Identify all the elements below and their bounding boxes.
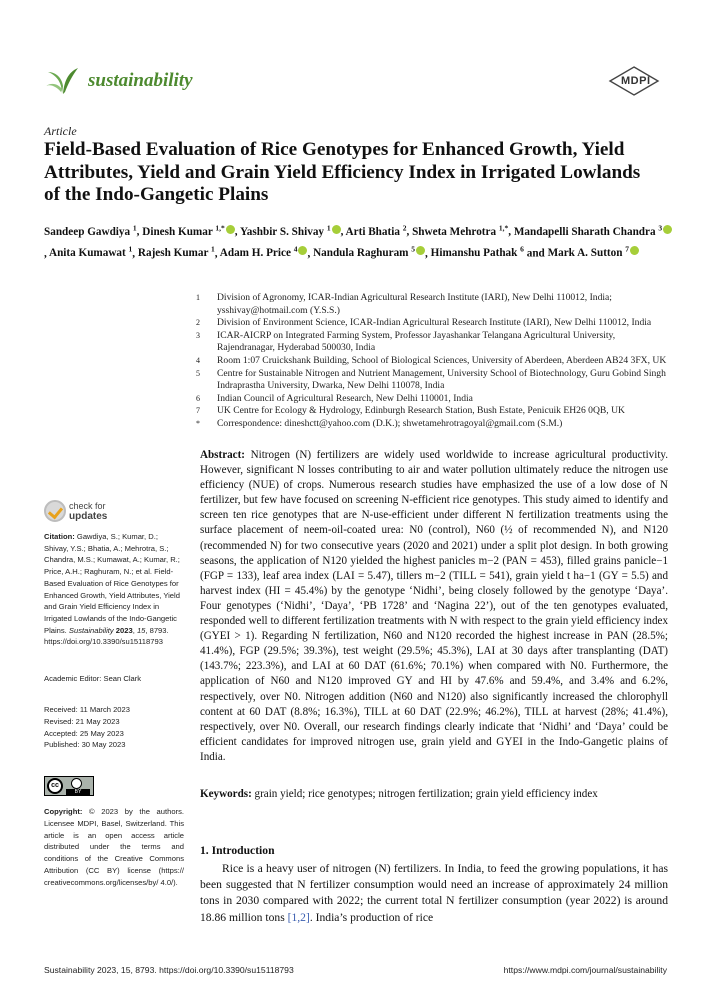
affiliation-item	[196, 330, 671, 355]
footer-journal-link[interactable]: https://www.mdpi.com/journal/sustainability	[503, 965, 667, 975]
author-name[interactable]: Arti Bhatia $^2$	[345, 223, 407, 238]
author-affiliation-sup: 4	[293, 244, 298, 254]
affiliation-item	[196, 393, 671, 406]
academic-editor: Academic Editor: Sean Clark	[44, 674, 142, 683]
author-affiliation-sup: 6	[520, 244, 524, 254]
affiliation-text: Indian Council of Agricultural Research, New Delhi 110001, India	[217, 392, 473, 404]
author-affiliation-sup: 1	[128, 244, 133, 254]
introduction-paragraph	[200, 861, 668, 926]
affiliation-text: UK Centre for Ecology & Hydrology, Edinburgh Research Station, Bush Estate, Penicuik EH26 0QB, UK	[217, 405, 625, 417]
affiliation-item	[196, 317, 671, 330]
check-updates-line1: check for	[69, 501, 106, 511]
cc-icon: cc	[47, 778, 63, 794]
citation-block: Citation: Gawdiya, S.; Kumar, D.; Shivay, Y.S.; Bhatia, A.; Mehrotra, S.; Chandra, M.S.; Kumawat, A.; Kumar, R.; Price, A.H.; Raghuram, N.; et al. Field-Based Evaluation of Rice Genotypes for Enhanced Growth, Yield Attributes, Yield and Grain Yield Efficiency Index in Irrigated Lowlands of the Indo-Gangetic Plains. Sustainability 2023, 15, 8793. https://doi.org/10.3390/su15118793	[44, 532, 180, 647]
article-type: Article	[44, 124, 77, 138]
abstract-label: Abstract:	[200, 449, 245, 461]
date-received: Received: 11 March 2023	[44, 705, 130, 714]
footer-citation: Sustainability 2023, 15, 8793. https://doi.org/10.3390/su15118793	[44, 965, 294, 975]
author-affiliation-sup: 2	[402, 223, 407, 232]
check-updates-icon	[44, 500, 66, 522]
affiliation-number: *	[196, 418, 200, 428]
author-name[interactable]: Rajesh Kumar $^1$	[137, 244, 215, 260]
citation-journal: Sustainability	[68, 625, 114, 635]
check-updates-line2: updates	[69, 511, 108, 522]
author-name[interactable]: Dinesh Kumar $^{1,*}$	[142, 226, 235, 238]
date-published: Published: 30 May 2023	[44, 740, 126, 750]
orcid-icon[interactable]	[298, 246, 307, 255]
author-name[interactable]: Adam H. Price $^4$	[220, 247, 308, 259]
citation-label: Citation:	[44, 532, 75, 541]
affiliation-text: ICAR-AICRP on Integrated Farming System, Professor Jayashankar Telangana Agricultural University, Rajendranagar, Hyderabad 500030, India	[217, 329, 616, 354]
affiliation-text: Correspondence: dineshctt@yahoo.com (D.K.); shwetamehrotragoyal@gmail.com (S.M.)	[217, 417, 563, 429]
citation-pages: , 8793.	[145, 625, 169, 635]
cc-by-license-badge[interactable]	[44, 776, 94, 796]
affiliation-item	[196, 418, 671, 431]
author-affiliation-sup: 1	[132, 223, 137, 232]
affiliation-text: Division of Environment Science, ICAR-Indian Agricultural Research Institute (IARI), New Delhi 110012, India	[217, 317, 652, 329]
affiliation-number: 1	[196, 293, 200, 302]
author-name[interactable]: Sandeep Gawdiya $^1$	[44, 223, 137, 238]
author-affiliation-sup: 1	[326, 223, 331, 232]
author-name[interactable]: Anita Kumawat $^1$	[48, 244, 133, 260]
journal-logo-icon	[44, 62, 82, 96]
author-affiliation-sup: 1	[211, 244, 215, 254]
citation-text: Gawdiya, S.; Kumar, D.; Shivay, Y.S.; Bhatia, A.; Mehrotra, S.; Chandra, M.S.; Kumawat, A.; Kumar, R.; Price, A.H.; Raghuram, N.; et al. Field-Based Evaluation of Rice Genotypes for Enhanced Growth, Yield Attributes, Yield and Grain Yield Efficiency Index in Irrigated Lowlands of the Indo-Gangetic Plains.	[44, 532, 180, 635]
author-name[interactable]: Himanshu Pathak $^6$	[430, 244, 524, 260]
affiliation-number: 6	[196, 393, 200, 403]
keywords-text: grain yield; rice genotypes; nitrogen fertilization; grain yield efficiency index	[254, 788, 598, 800]
affiliation-text: Centre for Sustainable Nitrogen and Nutrient Management, University School of Biotechnology, Guru Gobind Singh Indraprastha University, Dwarka, New Delhi 110078, India	[217, 367, 666, 392]
section-heading-introduction: 1. Introduction	[200, 844, 275, 857]
abstract-text: Nitrogen (N) fertilizers are widely used worldwide to increase agricultural productivity. However, significant N losses contributing to air and water pollution ultimately reduce the nitrogen use efficiency (NUE) of crops. Numerous research studies have emphasized the use of a low dose of N fertilizer, but few have focused on screening N-efficient rice genotypes. This study aimed to identify and screen ten rice genotypes that are N-use-efficient under different N fertilization treatments using the surface placement of neem-oil-coated urea: N0 (control), N60 (½ of recommended N), and N120 (recommended N) for two consecutive years (2020 and 2021) under a split plot design. In both growing seasons, the application of N120 yielded the highest panicles m−2 (PAN = 453), filled grains panicle−1 (FGP = 133), leaf area index (LAI = 5.47), tillers m−2 (TILL = 541), grain yield t ha−1 (GY = 5.5) and harvest index (HI = 45.4%) by the genotype ‘Nidhi’, being closely followed by the genotype ‘Daya’. Four genotypes (‘Nidhi’, ‘Daya’, ‘PB 1728’ and ‘Nagina 22’), out of the ten genotypes evaluated, responded well to different fertilization treatments with N with respect to the grain yield efficiency index (GYEI > 1). Regarding N fertilization, N60 and N120 recorded the highest increase in PAN (28.5%; 41.4%), FGP (29.5%; 39.3%), test weight (29.5%; 45.3%), LAI at 30 days after transplanting (DAT) (143.7%; 223.3%), and LAI at 60 DAT (61.6%; 70.1%) when compared with N0. Furthermore, the application of N60 and N120 improved GY and HI by 47.6% and 59.4%, and 3.4% and 6.2%, respectively, over N0. Nitrogen addition (N60 and N120) also significantly increased the chlorophyll content at 60 DAT (8.8%; 16.3%), TILL at 60 DAT (22.9%; 46.2%), TILL at harvest (28%; 41.4%), respectively, over N0. Overall, our research findings clearly indicate that ‘Nidhi’ and ‘Daya’ could be efficient candidates for improved nitrogen use, grain yield and GYEI in the Indo-Gangetic plains of India.	[200, 449, 668, 763]
dates-list	[44, 704, 184, 751]
date-revised: Revised: 21 May 2023	[44, 716, 120, 726]
article-title: Field-Based Evaluation of Rice Genotypes for Enhanced Growth, Yield Attributes, Yield and Grain Yield Efficiency Index in Irrigated Lowlands of the Indo-Gangetic Plains	[44, 139, 641, 205]
intro-text-start: Rice is a heavy user of nitrogen (N) fertilizers. In India, to feed the growing populations, it has been suggested that N fertilizer consumption would need an increase of approximately 24 million tons in 2030 compared with 2022; the current total N fertilizer consumption (year 2022) is around 18.86 million tons	[200, 862, 668, 924]
abstract	[200, 448, 668, 765]
affiliation-text: Room 1:07 Cruickshank Building, School of Biological Sciences, University of Aberdeen, Aberdeen AB24 3FX, UK	[217, 354, 667, 366]
orcid-icon[interactable]	[416, 246, 425, 255]
author-name[interactable]: Mandapelli Sharath Chandra $^3$	[514, 226, 672, 238]
keywords	[200, 787, 668, 801]
author-affiliation-sup: 3	[658, 223, 663, 232]
affiliation-item	[196, 368, 671, 393]
publisher-logo-text: MDPI	[621, 75, 651, 87]
orcid-icon[interactable]	[226, 225, 235, 234]
affiliation-item	[196, 405, 671, 418]
affiliation-number: 5	[196, 368, 200, 378]
author-affiliation-sup: 5	[411, 244, 416, 254]
citation-year: 2023	[115, 625, 133, 635]
author-name[interactable]: Shweta Mehrotra $^{1,*}$	[412, 223, 509, 238]
affiliation-number: 2	[196, 318, 200, 328]
reference-link[interactable]: [1,2]	[287, 910, 310, 924]
author-affiliation-sup: 1,*	[498, 223, 509, 232]
check-for-updates-button[interactable]	[44, 500, 144, 534]
author-name[interactable]: Yashbir S. Shivay $^1$	[240, 226, 341, 238]
affiliation-text: Division of Agronomy, ICAR-Indian Agricultural Research Institute (IARI), New Delhi 110012, India; ysshivay@hotmail.com (Y.S.S.)	[217, 292, 612, 316]
copyright-label: Copyright:	[44, 807, 83, 816]
citation-doi-link[interactable]: https://doi.org/10.3390/su15118793	[44, 637, 163, 647]
author-affiliation-sup: 1,*	[215, 223, 225, 232]
affiliation-number: 4	[196, 355, 200, 365]
journal-name[interactable]: sustainability	[88, 70, 193, 91]
orcid-icon[interactable]	[663, 225, 672, 234]
citation-volume: 15	[136, 625, 146, 635]
intro-text-end: . India’s production of rice	[309, 910, 434, 924]
affiliations	[196, 292, 671, 431]
by-label: BY	[66, 789, 90, 796]
date-accepted: Accepted: 25 May 2023	[44, 728, 124, 738]
author-name[interactable]: Nandula Raghuram $^5$	[313, 247, 425, 259]
affiliation-item	[196, 292, 671, 317]
author-affiliation-sup: 7	[625, 244, 630, 254]
affiliation-number: 7	[196, 406, 200, 416]
copyright-text: © 2023 by the authors. Licensee MDPI, Basel, Switzerland. This article is an open access article distributed under the terms and conditions of the Creative Commons Attribution (CC BY) license (https:// creativecommons.org/licenses/by/ 4.0/).	[44, 807, 184, 887]
author-list: Sandeep Gawdiya $^1$, Dinesh Kumar $^{1,*}$ , Yashbir S. Shivay $^1$ , Arti Bhatia $^2$, Shweta Mehrotra $^{1,*}$, Mandapelli Sharath Chandra $^3$, Anita Kumawat $^1$, Rajesh Kumar $^1$, Adam H. Price $^4$ , Nandula Raghuram $^5$ , Himanshu Pathak $^6$ and Mark A. Sutton $^7$	[44, 219, 674, 262]
author-name[interactable]: Mark A. Sutton $^7$	[548, 247, 639, 259]
copyright-notice	[44, 806, 184, 889]
orcid-icon[interactable]	[630, 246, 639, 255]
by-person-icon	[71, 778, 82, 789]
keywords-label: Keywords:	[200, 788, 252, 800]
affiliation-number: 3	[196, 330, 200, 340]
affiliation-item	[196, 355, 671, 368]
orcid-icon[interactable]	[332, 225, 341, 234]
